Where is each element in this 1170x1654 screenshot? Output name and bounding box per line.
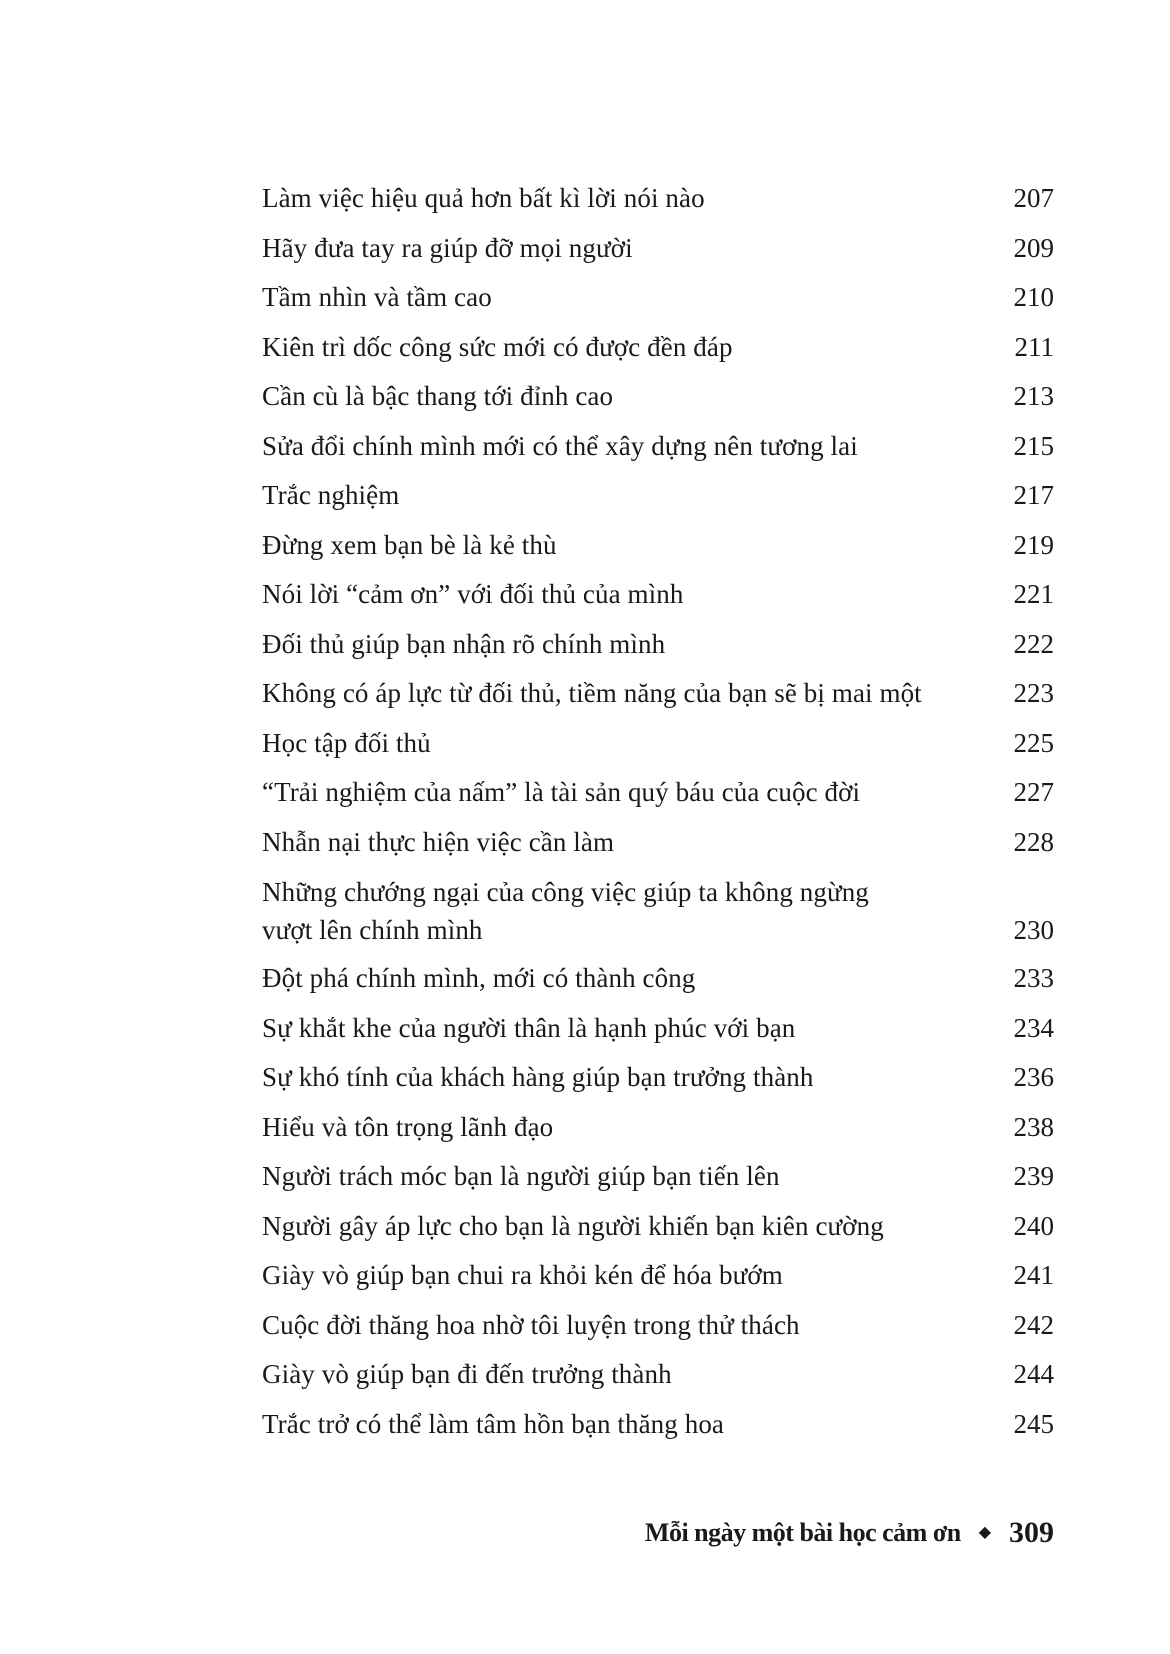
toc-entry-page: 222 bbox=[1013, 628, 1054, 659]
toc-entry bbox=[262, 669, 1054, 719]
toc-entry-page: 225 bbox=[1013, 727, 1054, 758]
toc-entry-title: Trắc nghiệm bbox=[262, 480, 400, 510]
toc-entry-page: 215 bbox=[1013, 430, 1054, 461]
toc-entry-title: Hãy đưa tay ra giúp đỡ mọi người bbox=[262, 232, 633, 263]
toc-entry-page: 238 bbox=[1013, 1111, 1054, 1142]
running-title: Mỗi ngày một bài học cảm ơn bbox=[644, 1518, 961, 1547]
toc-entry-title: Nhẫn nại thực hiện việc cần làm bbox=[262, 826, 615, 857]
toc-entry-page: 241 bbox=[1013, 1260, 1054, 1290]
toc-entry-title: Kiên trì dốc công sức mới có được đền đáp bbox=[262, 331, 733, 362]
toc-entry-page: 230 bbox=[1013, 915, 1054, 945]
page-footer bbox=[645, 1516, 1054, 1550]
toc-entry bbox=[262, 422, 1054, 472]
toc-entry-title: Giày vò giúp bạn chui ra khỏi kén để hóa bướm bbox=[262, 1260, 783, 1290]
toc-entry-title: Cần cù là bậc thang tới đỉnh cao bbox=[262, 381, 614, 411]
table-of-contents bbox=[262, 174, 1054, 1449]
toc-entry-title: Người gây áp lực cho bạn là người khiến bạn kiên cường bbox=[262, 1210, 884, 1241]
toc-entry bbox=[262, 1400, 1054, 1450]
toc-entry bbox=[262, 1053, 1054, 1103]
toc-entry-title: Nói lời “cảm ơn” với đối thủ của mình bbox=[262, 579, 684, 609]
toc-entry bbox=[262, 954, 1054, 1004]
page-number: 309 bbox=[1009, 1516, 1054, 1549]
toc-entry-page: 211 bbox=[1014, 331, 1054, 362]
toc-entry-page: 217 bbox=[1013, 480, 1054, 510]
toc-entry-page: 240 bbox=[1013, 1210, 1054, 1241]
toc-entry bbox=[262, 570, 1054, 620]
toc-entry-page: 219 bbox=[1013, 529, 1054, 560]
toc-entry-page: 207 bbox=[1013, 183, 1054, 213]
toc-entry-page: 227 bbox=[1013, 777, 1054, 807]
toc-entry bbox=[262, 1202, 1054, 1252]
toc-entry-title: Đối thủ giúp bạn nhận rõ chính mình bbox=[262, 628, 666, 659]
toc-entry-title: Cuộc đời thăng hoa nhờ tôi luyện trong thử thách bbox=[262, 1309, 800, 1340]
toc-entry bbox=[262, 1152, 1054, 1202]
toc-entry-title: Đột phá chính mình, mới có thành công bbox=[262, 963, 696, 993]
toc-entry bbox=[262, 867, 1054, 954]
toc-entry-page: 234 bbox=[1013, 1012, 1054, 1043]
toc-entry-page: 244 bbox=[1013, 1359, 1054, 1389]
toc-entry-page: 210 bbox=[1013, 282, 1054, 312]
toc-entry bbox=[262, 768, 1054, 818]
toc-entry bbox=[262, 224, 1054, 274]
toc-entry bbox=[262, 372, 1054, 422]
toc-entry-title: Giày vò giúp bạn đi đến trưởng thành bbox=[262, 1359, 672, 1389]
toc-entry bbox=[262, 471, 1054, 521]
toc-entry bbox=[262, 719, 1054, 769]
toc-entry-title: Làm việc hiệu quả hơn bất kì lời nói nào bbox=[262, 183, 705, 213]
toc-entry-page: 236 bbox=[1013, 1062, 1054, 1092]
toc-entry-title: Trắc trở có thể làm tâm hồn bạn thăng hoa bbox=[262, 1408, 725, 1439]
toc-entry-title: Học tập đối thủ bbox=[262, 727, 431, 758]
toc-entry bbox=[262, 1004, 1054, 1054]
toc-entry-title: Không có áp lực từ đối thủ, tiềm năng của bạn sẽ bị mai một bbox=[262, 678, 922, 708]
toc-entry-page: 228 bbox=[1013, 826, 1054, 857]
toc-entry-title: Tầm nhìn và tầm cao bbox=[262, 282, 492, 312]
toc-entry-title: Sửa đổi chính mình mới có thể xây dựng nên tương lai bbox=[262, 430, 858, 461]
toc-entry bbox=[262, 273, 1054, 323]
toc-entry-page: 213 bbox=[1013, 381, 1054, 411]
diamond-icon: ◆ bbox=[978, 1524, 991, 1541]
toc-entry bbox=[262, 1251, 1054, 1301]
toc-entry bbox=[262, 323, 1054, 373]
toc-entry-title: Sự khó tính của khách hàng giúp bạn trưởng thành bbox=[262, 1062, 814, 1092]
toc-entry-title: Hiểu và tôn trọng lãnh đạo bbox=[262, 1111, 554, 1142]
toc-entry bbox=[262, 818, 1054, 868]
toc-entry-page: 221 bbox=[1013, 579, 1054, 609]
toc-entry-title: Người trách móc bạn là người giúp bạn tiến lên bbox=[262, 1161, 780, 1191]
toc-entry bbox=[262, 174, 1054, 224]
toc-entry-page: 239 bbox=[1013, 1161, 1054, 1191]
toc-entry-page: 223 bbox=[1013, 678, 1054, 708]
toc-entry-page: 233 bbox=[1013, 963, 1054, 993]
toc-entry bbox=[262, 1350, 1054, 1400]
toc-entry-title: Sự khắt khe của người thân là hạnh phúc với bạn bbox=[262, 1012, 796, 1043]
toc-entry-page: 245 bbox=[1013, 1408, 1054, 1439]
toc-entry bbox=[262, 1103, 1054, 1153]
toc-entry-title: Những chướng ngại của công việc giúp ta không ngừng vượt lên chính mình bbox=[262, 877, 869, 945]
toc-entry bbox=[262, 1301, 1054, 1351]
toc-entry bbox=[262, 620, 1054, 670]
toc-entry-title: “Trải nghiệm của nấm” là tài sản quý báu của cuộc đời bbox=[262, 777, 861, 807]
toc-entry bbox=[262, 521, 1054, 571]
toc-entry-page: 242 bbox=[1013, 1309, 1054, 1340]
toc-entry-page: 209 bbox=[1013, 232, 1054, 263]
toc-entry-title: Đừng xem bạn bè là kẻ thù bbox=[262, 529, 557, 560]
